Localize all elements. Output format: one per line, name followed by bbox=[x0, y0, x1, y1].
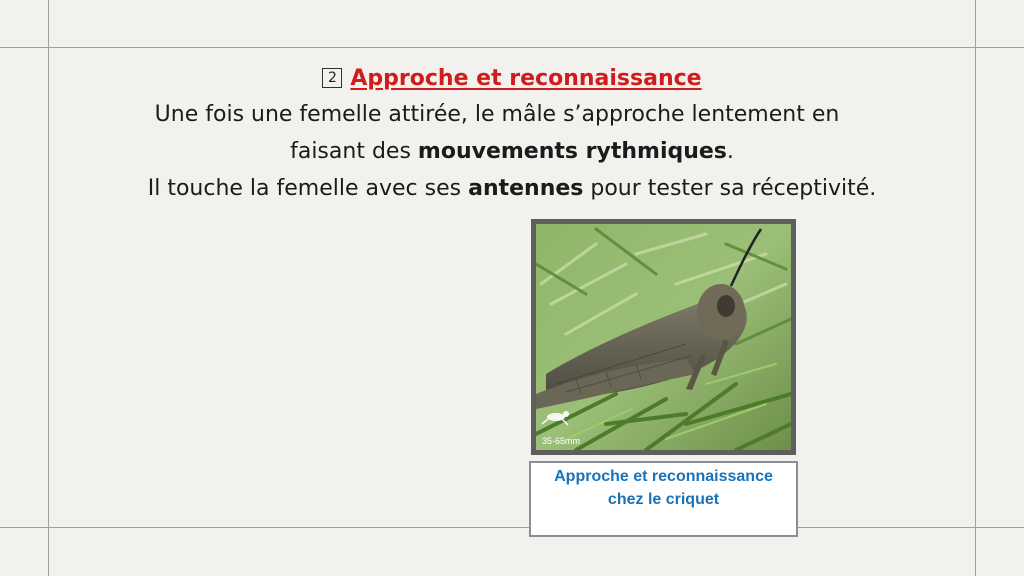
line2-suffix: . bbox=[726, 139, 734, 164]
paragraph-line-1: Une fois une femelle attirée, le mâle s’approche lentement en bbox=[154, 102, 840, 127]
grasshopper-photo bbox=[536, 224, 791, 450]
paragraph-line-2 bbox=[0, 133, 1024, 170]
paragraph-line-3 bbox=[0, 170, 1024, 207]
grid-line-top bbox=[0, 47, 1024, 48]
grid-line-bottom bbox=[0, 527, 1024, 528]
line3-prefix: Il touche la femelle avec ses bbox=[147, 176, 469, 201]
image-caption: Approche et reconnaissance chez le criquet bbox=[529, 461, 798, 537]
line3-suffix: pour tester sa réceptivité. bbox=[583, 176, 877, 201]
photo-frame bbox=[531, 219, 796, 455]
line2-bold: mouvements rythmiques bbox=[417, 139, 727, 164]
line3-bold: antennes bbox=[468, 176, 584, 201]
step-number-badge: 2 bbox=[322, 68, 342, 88]
line2-prefix: faisant des bbox=[290, 139, 418, 164]
size-label: 35-65mm bbox=[542, 436, 581, 446]
slide-text bbox=[0, 62, 1024, 207]
slide-title: Approche et reconnaissance bbox=[350, 66, 702, 91]
title-line bbox=[0, 62, 1024, 96]
